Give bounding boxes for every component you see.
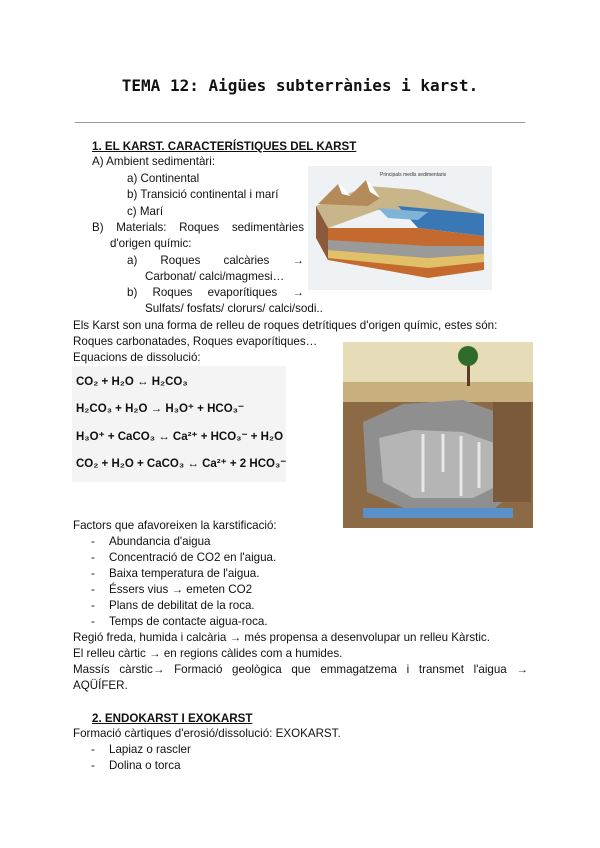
bullet: -	[91, 759, 95, 772]
equations-label: Equacions de dissolució:	[73, 351, 201, 364]
dissolution-equations-figure	[72, 366, 286, 482]
list-item-cont: Sulfats/ fosfats/ clorurs/ calci/sodi..	[145, 302, 323, 315]
section-2-text: Formació càrtiques d'erosió/dissolució: EXOKARST.	[73, 727, 341, 740]
bullet: -	[91, 535, 95, 548]
section-1-a-label: A) Ambient sedimentàri:	[92, 155, 216, 168]
bullet: -	[91, 743, 95, 756]
karst-text: Els Karst son una forma de relleu de roques detrítiques d'origen químic, estes són:	[73, 319, 498, 332]
factors-label: Factors que afavoreixen la karstificació:	[73, 519, 277, 532]
bullet: -	[91, 567, 95, 580]
equation-2: H₂CO₃ + H₂O → H₃O⁺ + HCO₃⁻	[76, 403, 245, 415]
list-item: b) Roques evaporítiques →	[127, 286, 304, 299]
karst-text-cont: Roques carbonatades, Roques evaporítiques…	[73, 335, 318, 348]
list-item: Baixa temperatura de l'aigua.	[109, 567, 260, 580]
section-1-b-label-cont: d'origen químic:	[110, 237, 192, 250]
list-item: Plans de debilitat de la roca.	[109, 599, 255, 612]
paragraph-cont: AQÜÍFER.	[73, 679, 128, 692]
figure-caption: Principals medis sedimentaris	[380, 172, 447, 178]
list-item-cont: Carbonat/ calci/magmesi…	[145, 270, 285, 283]
list-item: Abundancia d'aigua	[109, 535, 211, 548]
list-item: c) Marí	[127, 205, 164, 218]
list-item: Éssers vius → emeten CO2	[109, 583, 253, 596]
list-item: Lapiaz o rascler	[109, 743, 191, 756]
paragraph: Regió freda, humida i calcària → més propensa a desenvolupar un relleu Kàrstic.	[73, 631, 490, 644]
section-1-heading: 1. EL KARST. CARACTERÍSTIQUES DEL KARST	[92, 140, 357, 153]
equation-1: CO₂ + H₂O ↔ H₂CO₃	[76, 376, 188, 388]
list-item: Dolina o torca	[109, 759, 181, 772]
list-item: a) Roques calcàries →	[127, 254, 304, 267]
equation-4: CO₂ + H₂O + CaCO₃ ↔ Ca²⁺ + 2 HCO₃⁻	[76, 458, 286, 470]
paragraph: El relleu càrtic → en regions càlides com a humides.	[73, 647, 343, 660]
section-2-heading: 2. ENDOKARST I EXOKARST	[92, 712, 253, 725]
page-title: TEMA 12: Aigües subterrànies i karst.	[121, 76, 479, 95]
bullet: -	[91, 615, 95, 628]
list-item: Temps de contacte aigua-roca.	[109, 615, 268, 628]
list-item: Concentració de CO2 en l'aigua.	[109, 551, 277, 564]
bullet: -	[91, 599, 95, 612]
karst-cave-figure	[343, 342, 533, 528]
list-item: b) Transició continental i marí	[127, 188, 279, 201]
paragraph: Massís càrstic→ Formació geològica que emmagatzema i transmet l'aigua →	[73, 663, 528, 676]
sedimentary-environments-figure	[308, 166, 492, 290]
title-divider	[75, 122, 525, 123]
equation-3: H₃O⁺ + CaCO₃ ↔ Ca²⁺ + HCO₃⁻ + H₂O	[76, 431, 284, 443]
bullet: -	[91, 551, 95, 564]
list-item: a) Continental	[127, 172, 200, 185]
bullet: -	[91, 583, 95, 596]
section-1-b-label: B) Materials: Roques sedimentàries	[92, 221, 304, 234]
